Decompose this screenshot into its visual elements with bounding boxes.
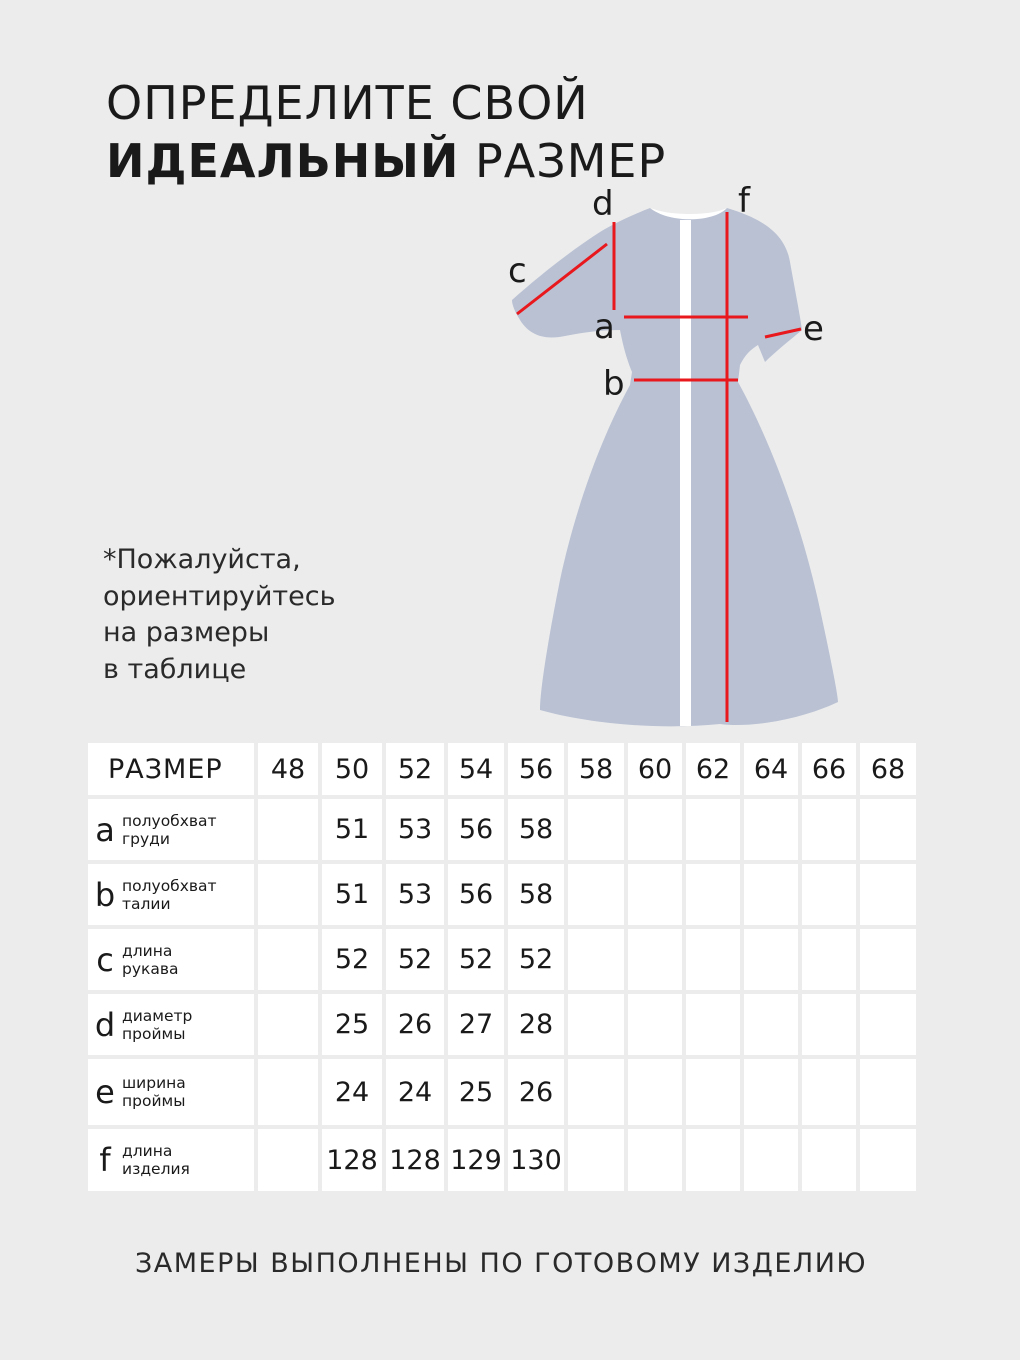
header-size-56: 56 [508,743,564,795]
cell-a-54: 56 [448,799,504,860]
cell-a-60 [628,799,682,860]
cell-f-68 [860,1129,916,1191]
cell-f-56: 130 [508,1129,564,1191]
cell-d-60 [628,994,682,1055]
cell-c-50: 52 [322,929,382,990]
cell-e-66 [802,1059,856,1125]
cell-d-66 [802,994,856,1055]
cell-e-48 [258,1059,318,1125]
cell-a-64 [744,799,798,860]
label-e: e [803,309,824,349]
header-size-label: РАЗМЕР [88,743,254,795]
label-c: c [508,251,527,291]
cell-d-62 [686,994,740,1055]
cell-b-68 [860,864,916,925]
cell-b-64 [744,864,798,925]
cell-c-52: 52 [386,929,444,990]
row-letter: c [96,940,114,979]
header-size-54: 54 [448,743,504,795]
table-row-a [88,799,916,860]
cell-c-60 [628,929,682,990]
size-table [84,739,920,1195]
cell-f-48 [258,1129,318,1191]
row-letter: d [94,1005,116,1044]
footer-note [0,1248,1020,1279]
row-label-f [88,1129,254,1191]
cell-c-58 [568,929,624,990]
row-measure-name: диаметр проймы [122,1006,193,1043]
label-f: f [738,181,750,221]
cell-a-48 [258,799,318,860]
header-size-64: 64 [744,743,798,795]
cell-f-66 [802,1129,856,1191]
cell-c-48 [258,929,318,990]
cell-e-56: 26 [508,1059,564,1125]
table-row-d [88,994,916,1055]
dress-silhouette [512,208,838,726]
row-label-e [88,1059,254,1125]
cell-b-58 [568,864,624,925]
row-measure-name: длина рукава [122,941,179,978]
cell-b-52: 53 [386,864,444,925]
cell-c-62 [686,929,740,990]
table-row-f [88,1129,916,1191]
cell-c-64 [744,929,798,990]
cell-c-68 [860,929,916,990]
cell-c-56: 52 [508,929,564,990]
header-size-68: 68 [860,743,916,795]
label-d: d [592,184,614,224]
cell-b-48 [258,864,318,925]
cell-f-54: 129 [448,1129,504,1191]
cell-d-64 [744,994,798,1055]
header-size-66: 66 [802,743,856,795]
cell-a-58 [568,799,624,860]
title-line-1: ОПРЕДЕЛИТЕ СВОЙ [106,76,589,130]
cell-f-64 [744,1129,798,1191]
cell-d-52: 26 [386,994,444,1055]
label-b: b [603,364,625,404]
header-size-58: 58 [568,743,624,795]
row-label-a [88,799,254,860]
cell-b-56: 58 [508,864,564,925]
cell-b-54: 56 [448,864,504,925]
table-row-b [88,864,916,925]
cell-e-64 [744,1059,798,1125]
footer-text: ЗАМЕРЫ ВЫПОЛНЕНЫ ПО ГОТОВОМУ ИЗДЕЛИЮ [134,1248,868,1279]
cell-b-66 [802,864,856,925]
cell-c-66 [802,929,856,990]
row-measure-name: ширина проймы [122,1074,186,1110]
cell-e-54: 25 [448,1059,504,1125]
cell-d-56: 28 [508,994,564,1055]
row-letter: a [95,810,115,849]
cell-b-60 [628,864,682,925]
cell-a-56: 58 [508,799,564,860]
cell-d-68 [860,994,916,1055]
cell-d-54: 27 [448,994,504,1055]
row-letter: e [95,1073,115,1111]
row-measure-name: полуобхват талии [122,876,217,913]
cell-e-58 [568,1059,624,1125]
cell-e-52: 24 [386,1059,444,1125]
cell-d-50: 25 [322,994,382,1055]
row-label-c [88,929,254,990]
cell-f-62 [686,1129,740,1191]
cell-a-62 [686,799,740,860]
label-a: a [594,307,615,347]
cell-b-50: 51 [322,864,382,925]
cell-f-58 [568,1129,624,1191]
header-size-48: 48 [258,743,318,795]
cell-f-52: 128 [386,1129,444,1191]
cell-e-50: 24 [322,1059,382,1125]
cell-c-54: 52 [448,929,504,990]
header-size-50: 50 [322,743,382,795]
header-size-60: 60 [628,743,682,795]
header-size-52: 52 [386,743,444,795]
cell-e-68 [860,1059,916,1125]
cell-f-60 [628,1129,682,1191]
center-placket [680,220,691,726]
row-measure-name: длина изделия [122,1142,190,1178]
cell-d-58 [568,994,624,1055]
header-size-62: 62 [686,743,740,795]
table-header-row [88,743,916,795]
cell-d-48 [258,994,318,1055]
row-measure-name: полуобхват груди [122,811,217,848]
table-row-c [88,929,916,990]
cell-a-68 [860,799,916,860]
title-line-2-bold: ИДЕАЛЬНЫЙ [106,134,460,188]
cell-e-62 [686,1059,740,1125]
title-line-2-rest: РАЗМЕР [459,134,667,188]
cell-a-66 [802,799,856,860]
cell-a-50: 51 [322,799,382,860]
row-letter: b [94,875,116,914]
row-label-d [88,994,254,1055]
cell-e-60 [628,1059,682,1125]
cell-a-52: 53 [386,799,444,860]
row-letter: f [99,1141,111,1179]
row-label-b [88,864,254,925]
table-row-e [88,1059,916,1125]
cell-f-50: 128 [322,1129,382,1191]
size-note: *Пожалуйста, ориентируйтесь на размеры в таблице [103,544,336,685]
cell-b-62 [686,864,740,925]
